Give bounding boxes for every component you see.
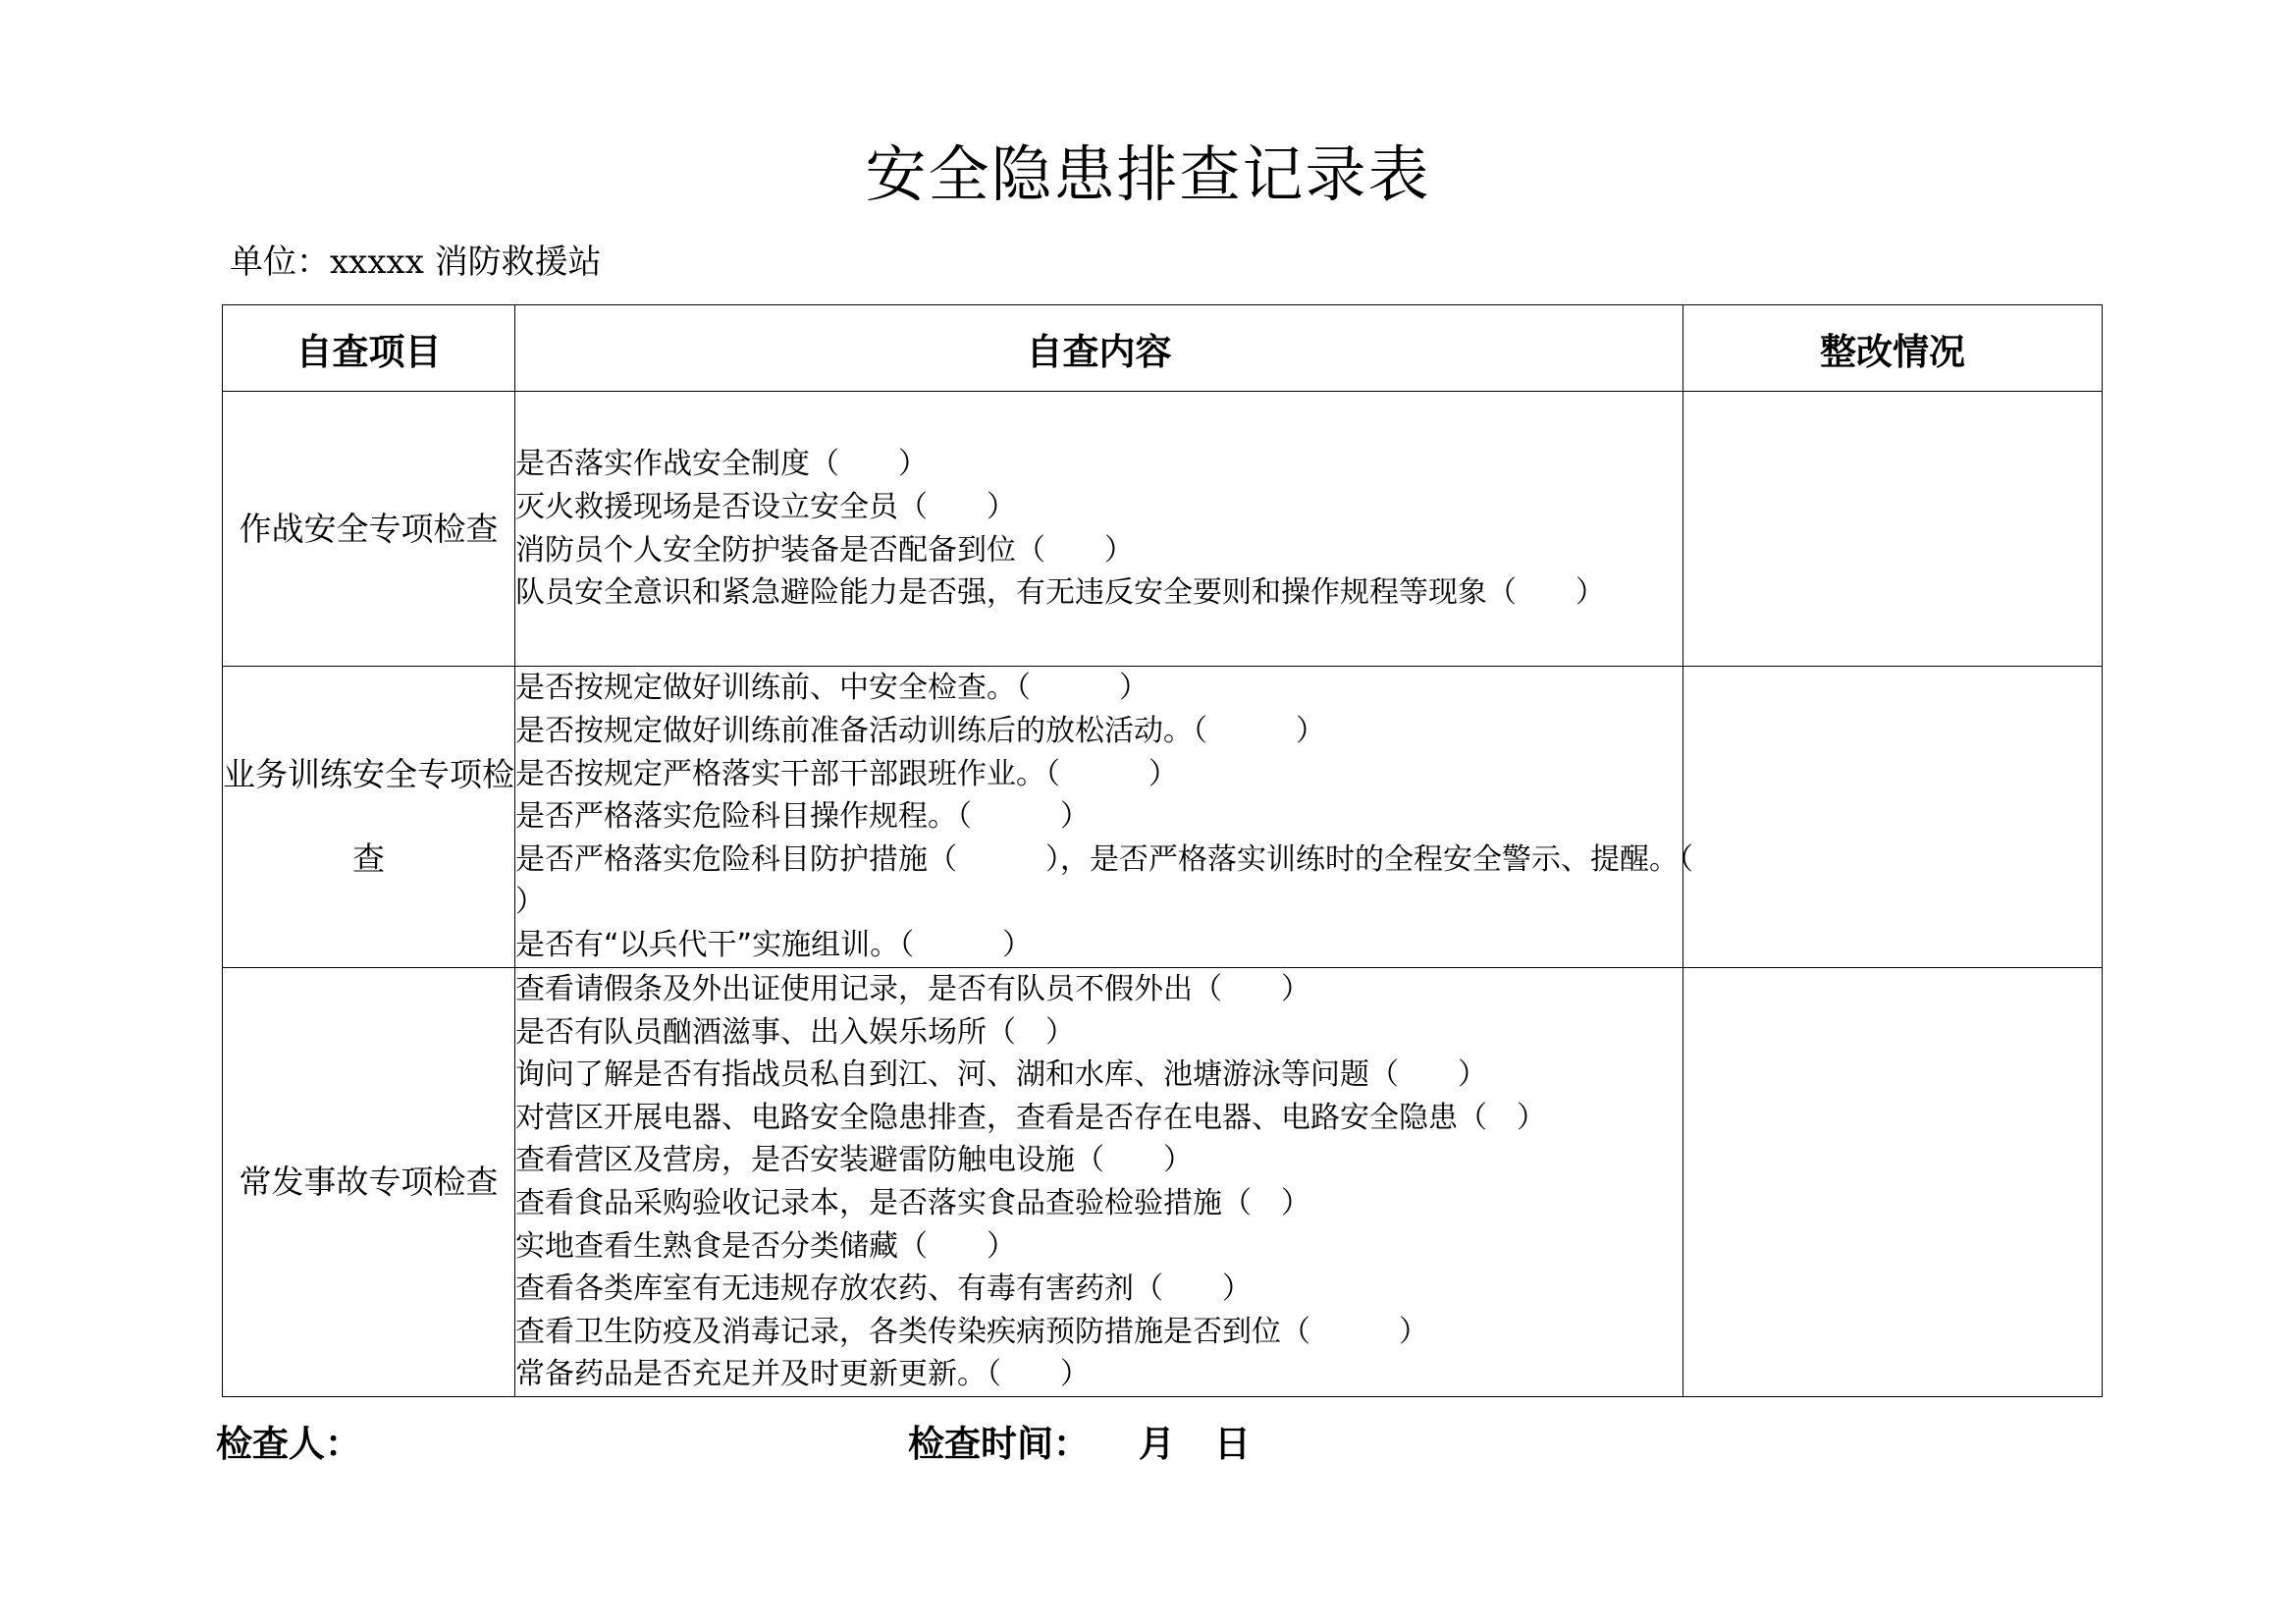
content-line: 查看请假条及外出证使用记录，是否有队员不假外出（ ） (515, 972, 1310, 1007)
unit-label: 单位： (230, 243, 330, 282)
unit-name: 消防救援站 (434, 243, 602, 282)
content-line: 队员安全意识和紧急避险能力是否强，有无违反安全要则和操作规程等现象（ ） (515, 575, 1605, 611)
check-item-cell: 常发事故专项检查 (223, 968, 515, 1397)
rectification-cell[interactable] (1683, 968, 2103, 1397)
check-content-cell (515, 392, 1683, 667)
day-label: 日 (1214, 1423, 1251, 1465)
content-line: 实地查看生熟食是否分类储藏（ ） (515, 1228, 1016, 1264)
content-line: ） (515, 885, 545, 920)
table-row-common-accidents (223, 968, 2103, 1397)
inspection-table (222, 304, 2103, 1397)
rectification-cell[interactable] (1683, 392, 2103, 667)
unit-value: xxxxx (330, 243, 424, 282)
header-check-content: 自查内容 (515, 305, 1683, 392)
content-line: 消防员个人安全防护装备是否配备到位（ ） (515, 532, 1134, 568)
content-line: 是否按规定严格落实干部干部跟班作业。（ ） (515, 756, 1178, 791)
content-line: 查看营区及营房，是否安装避雷防触电设施（ ） (515, 1143, 1193, 1178)
unit-line (230, 238, 602, 287)
content-line: 灭火救援现场是否设立安全员（ ） (515, 489, 1016, 524)
header-check-item: 自查项目 (223, 305, 515, 392)
page-title: 安全隐患排查记录表 (865, 138, 1431, 210)
inspection-time (908, 1417, 1251, 1472)
content-line: 是否有队员酗酒滋事、出入娱乐场所（ ） (515, 1014, 1075, 1050)
content-line: 是否落实作战安全制度（ ） (515, 447, 928, 482)
content-line: 对营区开展电器、电路安全隐患排查，查看是否存在电器、电路安全隐患（ ） (515, 1100, 1546, 1135)
inspection-time-label: 检查时间： (908, 1423, 1090, 1465)
content-line: 查看食品采购验收记录本，是否落实食品查验检验措施（ ） (515, 1186, 1310, 1220)
content-line: 是否按规定做好训练前、中安全检查。（ ） (515, 671, 1148, 706)
content-line: 是否严格落实危险科目防护措施（ ），是否严格落实训练时的全程安全警示、提醒。（ (515, 841, 1693, 877)
check-item-cell: 作战安全专项检查 (223, 392, 515, 667)
content-line: 是否按规定做好训练前准备活动训练后的放松活动。（ ） (515, 714, 1325, 749)
content-line: 常备药品是否充足并及时更新更新。（ ） (515, 1357, 1090, 1392)
inspector-label: 检查人： (216, 1423, 361, 1465)
check-content-cell (515, 667, 1693, 968)
content-line: 是否有“以兵代干”实施组训。（ ） (515, 927, 1033, 962)
check-item-cell: 业务训练安全专项检查 (223, 667, 515, 968)
content-line: 询问了解是否有指战员私自到江、河、湖和水库、池塘游泳等问题（ ） (515, 1057, 1487, 1093)
content-line: 是否严格落实危险科目操作规程。（ ） (515, 799, 1090, 835)
table-row-training-safety (223, 667, 2103, 968)
rectification-cell[interactable] (1683, 667, 2103, 968)
content-line: 查看卫生防疫及消毒记录，各类传染疾病预防措施是否到位（ ） (515, 1314, 1428, 1349)
table-row-combat-safety (223, 392, 2103, 667)
table-header-row (223, 305, 2103, 392)
header-rectification: 整改情况 (1683, 305, 2103, 392)
content-line: 查看各类库室有无违规存放农药、有毒有害药剂（ ） (515, 1272, 1252, 1307)
month-label: 月 (1139, 1423, 1175, 1465)
check-content-cell (515, 968, 1683, 1397)
